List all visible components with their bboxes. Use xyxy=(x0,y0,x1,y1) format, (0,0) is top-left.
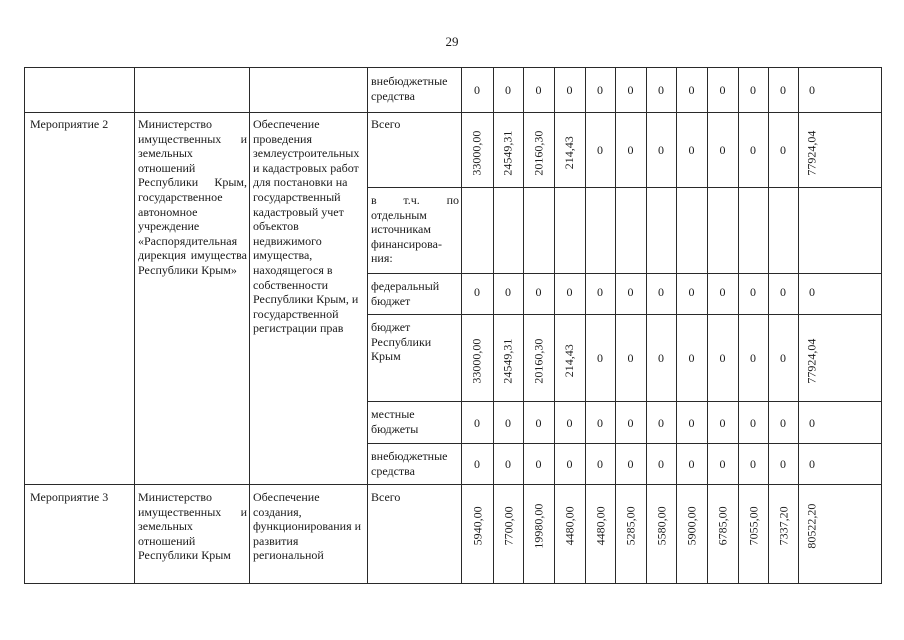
value-cell: 0 xyxy=(658,351,664,365)
value-cell: 0 xyxy=(505,457,511,471)
value-cell: 0 xyxy=(627,285,634,299)
value-cell: 0 xyxy=(474,457,480,471)
value-cell: 0 xyxy=(566,285,573,299)
funding-source-total: Всего xyxy=(371,117,401,131)
value-cell: 33000,00 xyxy=(469,338,484,384)
value-cell: 0 xyxy=(505,83,511,97)
funding-source-local: местные бюджеты xyxy=(371,407,419,436)
value-cell: 0 xyxy=(627,351,634,365)
value-cell: 0 xyxy=(505,285,511,299)
value-cell: 0 xyxy=(809,457,815,471)
value-cell: 20160,30 xyxy=(531,338,546,384)
executor-text: Министерство имущественных и земельных отношений Республики Крым xyxy=(138,490,247,563)
measure-description: Обеспечение создания, функционирования и развития региональной xyxy=(253,490,362,563)
value-cell: 0 xyxy=(535,457,542,471)
value-cell: 0 xyxy=(535,285,542,299)
value-cell: 0 xyxy=(688,143,695,157)
value-cell: 0 xyxy=(566,457,573,471)
value-cell: 0 xyxy=(750,415,756,430)
measure-name: Мероприятие 2 xyxy=(30,117,109,131)
value-cell: 0 xyxy=(597,285,603,299)
value-cell: 6785,00 xyxy=(715,505,730,545)
funding-source-federal: федеральный бюджет xyxy=(371,279,440,308)
value-cell: 0 xyxy=(750,83,756,97)
value-cell: 0 xyxy=(658,415,664,430)
value-cell: 0 xyxy=(627,83,634,97)
value-cell: 0 xyxy=(719,143,726,157)
value-cell: 0 xyxy=(658,285,664,299)
value-cell: 0 xyxy=(719,457,726,471)
value-cell: 0 xyxy=(658,83,664,97)
measure-name: Мероприятие 3 xyxy=(30,490,109,504)
value-cell: 7700,00 xyxy=(500,505,515,545)
value-cell: 0 xyxy=(597,457,603,471)
value-cell: 0 xyxy=(780,285,786,299)
value-cell: 0 xyxy=(750,143,756,157)
value-cell: 0 xyxy=(750,285,756,299)
value-cell: 0 xyxy=(780,457,786,471)
value-cell: 0 xyxy=(658,457,664,471)
value-cell: 0 xyxy=(750,351,756,365)
value-cell: 4480,00 xyxy=(562,505,577,545)
value-cell: 0 xyxy=(688,285,695,299)
value-cell: 4480,00 xyxy=(592,505,607,545)
value-cell: 0 xyxy=(474,285,480,299)
value-cell: 24549,31 xyxy=(500,338,515,384)
value-cell: 0 xyxy=(780,351,786,365)
value-cell: 77924,04 xyxy=(804,130,819,176)
value-cell: 5940,00 xyxy=(469,505,484,545)
value-cell: 0 xyxy=(780,83,786,97)
value-cell: 0 xyxy=(597,351,603,365)
value-cell: 19980,00 xyxy=(531,503,546,549)
value-cell: 0 xyxy=(719,415,726,430)
value-cell: 0 xyxy=(719,285,726,299)
value-cell: 0 xyxy=(688,415,695,430)
value-cell: 0 xyxy=(688,83,695,97)
value-cell: 20160,30 xyxy=(531,130,546,176)
value-cell: 7337,20 xyxy=(775,505,790,545)
value-cell: 0 xyxy=(719,83,726,97)
value-cell: 0 xyxy=(535,83,542,97)
value-cell: 0 xyxy=(809,415,815,430)
value-cell: 0 xyxy=(566,83,573,97)
value-cell: 0 xyxy=(658,143,664,157)
value-cell: 0 xyxy=(780,415,786,430)
value-cell: 0 xyxy=(597,83,603,97)
value-cell: 0 xyxy=(627,143,634,157)
value-cell: 0 xyxy=(597,143,603,157)
executor-text: Министерство имущественных и земельных отношений Республики Крым, государственное автономное учреждение «Распорядительная дирекция имущества Республики Крым» xyxy=(138,117,247,277)
value-cell: 0 xyxy=(688,351,695,365)
value-cell: 7055,00 xyxy=(745,505,760,545)
value-cell: 5285,00 xyxy=(623,505,638,545)
value-cell: 0 xyxy=(627,415,634,430)
funding-source-total: Всего xyxy=(371,490,401,504)
value-cell: 0 xyxy=(474,83,480,97)
page-number: 29 xyxy=(445,34,459,49)
value-cell: 5580,00 xyxy=(653,505,668,545)
value-cell: 77924,04 xyxy=(804,338,819,384)
value-cell: 0 xyxy=(597,415,603,430)
value-cell: 0 xyxy=(809,285,815,299)
measure-description: Обеспечение проведения землеустроительных и кадастровых работ для постановки на государственный кадастровый учет объектов недвижимого имущества, находящегося в собственности Республики Крым, и государственной регистрации прав xyxy=(253,117,360,336)
value-cell: 5900,00 xyxy=(684,505,699,545)
value-cell: 0 xyxy=(566,415,573,430)
value-cell: 0 xyxy=(780,143,786,157)
value-cell: 0 xyxy=(505,415,511,430)
value-cell: 80522,20 xyxy=(804,503,819,549)
value-cell: 0 xyxy=(809,83,815,97)
value-cell: 214,43 xyxy=(562,344,577,378)
funding-source-breakdown: в т.ч. по отдельным источникам финансирова-ния: xyxy=(371,193,459,266)
value-cell: 0 xyxy=(688,457,695,471)
value-cell: 0 xyxy=(535,415,542,430)
value-cell: 0 xyxy=(750,457,756,471)
funding-source-extrabudgetary: внебюджетные средства xyxy=(371,74,448,103)
value-cell: 0 xyxy=(627,457,634,471)
value-cell: 0 xyxy=(474,415,480,430)
value-cell: 33000,00 xyxy=(469,130,484,176)
funding-source-extrabudgetary: внебюджетные средства xyxy=(371,449,448,478)
funding-source-republic: бюджет Республики Крым xyxy=(371,320,432,364)
value-cell: 214,43 xyxy=(562,136,577,170)
value-cell: 0 xyxy=(719,351,726,365)
value-cell: 24549,31 xyxy=(500,130,515,176)
